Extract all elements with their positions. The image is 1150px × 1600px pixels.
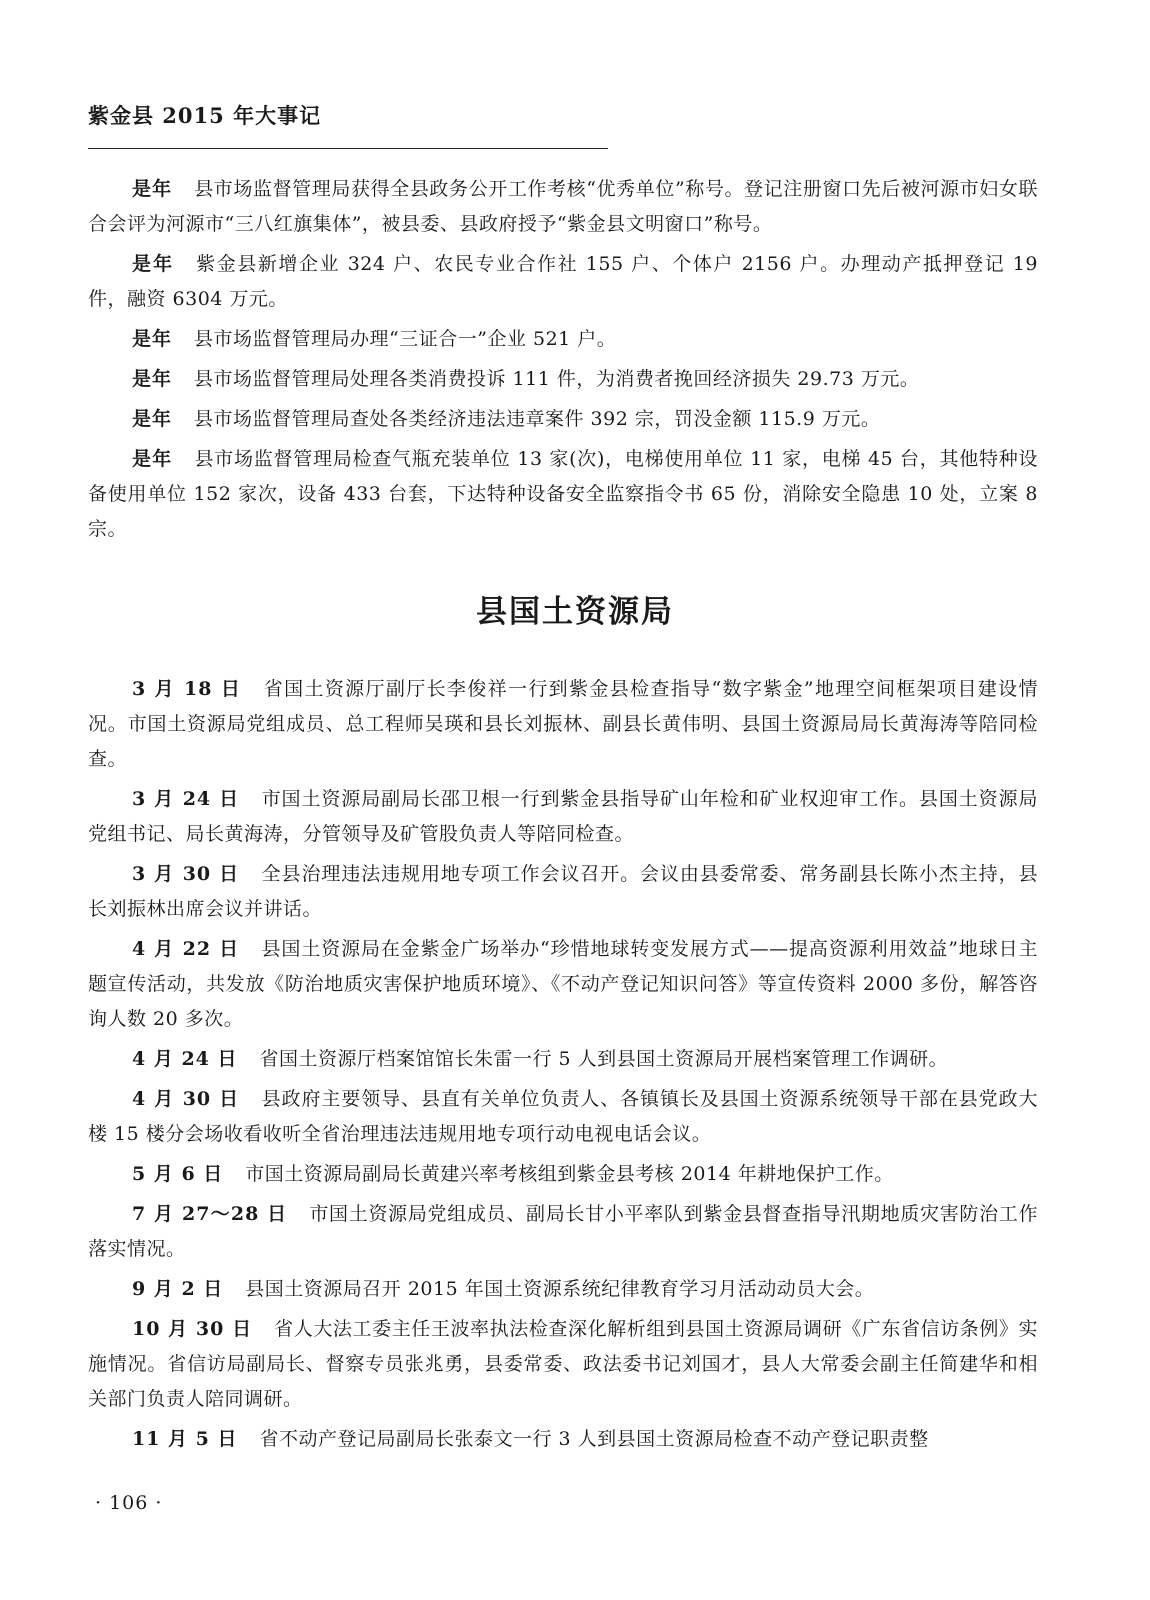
entry xyxy=(88,782,1038,852)
entry-date: 3 月 24 日 xyxy=(132,788,240,810)
page-number: · 106 · xyxy=(95,1492,163,1514)
entry-date: 9 月 2 日 xyxy=(132,1278,224,1300)
entry-text: 县市场监督管理局处理各类消费投诉 111 件，为消费者挽回经济损失 29.73 万元。 xyxy=(194,368,920,390)
entry-text: 市国土资源局副局长邵卫根一行到紫金县指导矿山年检和矿业权迎审工作。县国土资源局党组书记、局长黄海涛，分管领导及矿管股负责人等陪同检查。 xyxy=(88,788,1038,845)
entry-date: 是年 xyxy=(132,448,173,470)
entry xyxy=(88,672,1038,777)
entry-text: 省国土资源厅档案馆馆长朱雷一行 5 人到县国土资源局开展档案管理工作调研。 xyxy=(259,1048,949,1070)
entry-date: 7 月 27～28 日 xyxy=(132,1203,288,1225)
entry-date: 5 月 6 日 xyxy=(132,1163,224,1185)
entry-text: 省国土资源厅副厅长李俊祥一行到紫金县检查指导“数字紫金”地理空间框架项目建设情况。市国土资源局党组成员、总工程师吴瑛和县长刘振林、副县长黄伟明、县国土资源局局长黄海涛等陪同检查。 xyxy=(88,678,1038,770)
entry-text: 县市场监督管理局办理“三证合一”企业 521 户。 xyxy=(194,328,617,350)
entry-date: 4 月 22 日 xyxy=(132,938,240,960)
entry xyxy=(88,1197,1038,1267)
entry-text: 省不动产登记局副局长张泰文一行 3 人到县国土资源局检查不动产登记职责整 xyxy=(259,1428,929,1450)
entry xyxy=(88,932,1038,1037)
entry xyxy=(88,1042,1038,1077)
entry-text: 紫金县新增企业 324 户、农民专业合作社 155 户、个体户 2156 户。办理动产抵押登记 19 件，融资 6304 万元。 xyxy=(88,253,1038,310)
entry-date: 4 月 30 日 xyxy=(132,1088,240,1110)
entry xyxy=(88,1272,1038,1307)
entry-date: 11 月 5 日 xyxy=(132,1428,238,1450)
entry-text: 县市场监督管理局获得全县政务公开工作考核“优秀单位”称号。登记注册窗口先后被河源市妇女联合会评为河源市“三八红旗集体”，被县委、县政府授予“紫金县文明窗口”称号。 xyxy=(88,178,1038,235)
entry-date: 是年 xyxy=(132,178,173,200)
entry-text: 省人大法工委主任王波率执法检查深化解析组到县国土资源局调研《广东省信访条例》实施情况。省信访局副局长、督察专员张兆勇，县委常委、政法委书记刘国才，县人大常委会副主任简建华和相关部门负责人陪同调研。 xyxy=(88,1318,1038,1410)
entry-text: 县市场监督管理局查处各类经济违法违章案件 392 宗，罚没金额 115.9 万元。 xyxy=(194,408,881,430)
entry-date: 是年 xyxy=(132,408,173,430)
header-rule xyxy=(88,148,608,149)
section-title: 县国土资源局 xyxy=(476,594,674,630)
entry xyxy=(88,362,1038,397)
entry xyxy=(88,172,1038,242)
entry-text: 县政府主要领导、县直有关单位负责人、各镇镇长及县国土资源系统领导干部在县党政大楼 15 楼分会场收看收听全省治理违法违规用地专项行动电视电话会议。 xyxy=(88,1088,1038,1145)
entry xyxy=(88,1157,1038,1192)
entry-date: 是年 xyxy=(132,253,175,275)
entry-text: 县市场监督管理局检查气瓶充装单位 13 家(次)，电梯使用单位 11 家，电梯 45 台，其他特种设备使用单位 152 家次，设备 433 台套，下达特种设备安全监察指令书 65 份，消除安全隐患 10 处，立案 8 宗。 xyxy=(88,448,1038,540)
entry-date: 3 月 30 日 xyxy=(132,863,240,885)
entry xyxy=(88,402,1038,437)
entry-text: 市国土资源局党组成员、副局长甘小平率队到紫金县督查指导汛期地质灾害防治工作落实情况。 xyxy=(88,1203,1038,1260)
entry-text: 市国土资源局副局长黄建兴率考核组到紫金县考核 2014 年耕地保护工作。 xyxy=(245,1163,894,1185)
entry-date: 是年 xyxy=(132,368,173,390)
entry-date: 4 月 24 日 xyxy=(132,1048,238,1070)
entry xyxy=(88,1312,1038,1417)
entry xyxy=(88,322,1038,357)
entry-text: 县国土资源局在金紫金广场举办“珍惜地球转变发展方式——提高资源利用效益”地球日主题宣传活动，共发放《防治地质灾害保护地质环境》、《不动产登记知识问答》等宣传资料 2000 多份，解答咨询人数 20 多次。 xyxy=(88,938,1038,1030)
running-header: 紫金县 2015 年大事记 xyxy=(88,103,322,128)
entry xyxy=(88,247,1038,317)
entry-date: 10 月 30 日 xyxy=(132,1318,253,1340)
entry xyxy=(88,1082,1038,1152)
entry xyxy=(88,442,1038,547)
entry xyxy=(88,857,1038,927)
entry-text: 县国土资源局召开 2015 年国土资源系统纪律教育学习月活动动员大会。 xyxy=(245,1278,875,1300)
section-land-resources xyxy=(88,672,1038,1462)
entry-text: 全县治理违法违规用地专项工作会议召开。会议由县委常委、常务副县长陈小杰主持，县长刘振林出席会议并讲话。 xyxy=(88,863,1038,920)
section-market-supervision xyxy=(88,172,1038,552)
entry-date: 是年 xyxy=(132,328,173,350)
entry-date: 3 月 18 日 xyxy=(132,678,242,700)
entry xyxy=(88,1422,1038,1457)
